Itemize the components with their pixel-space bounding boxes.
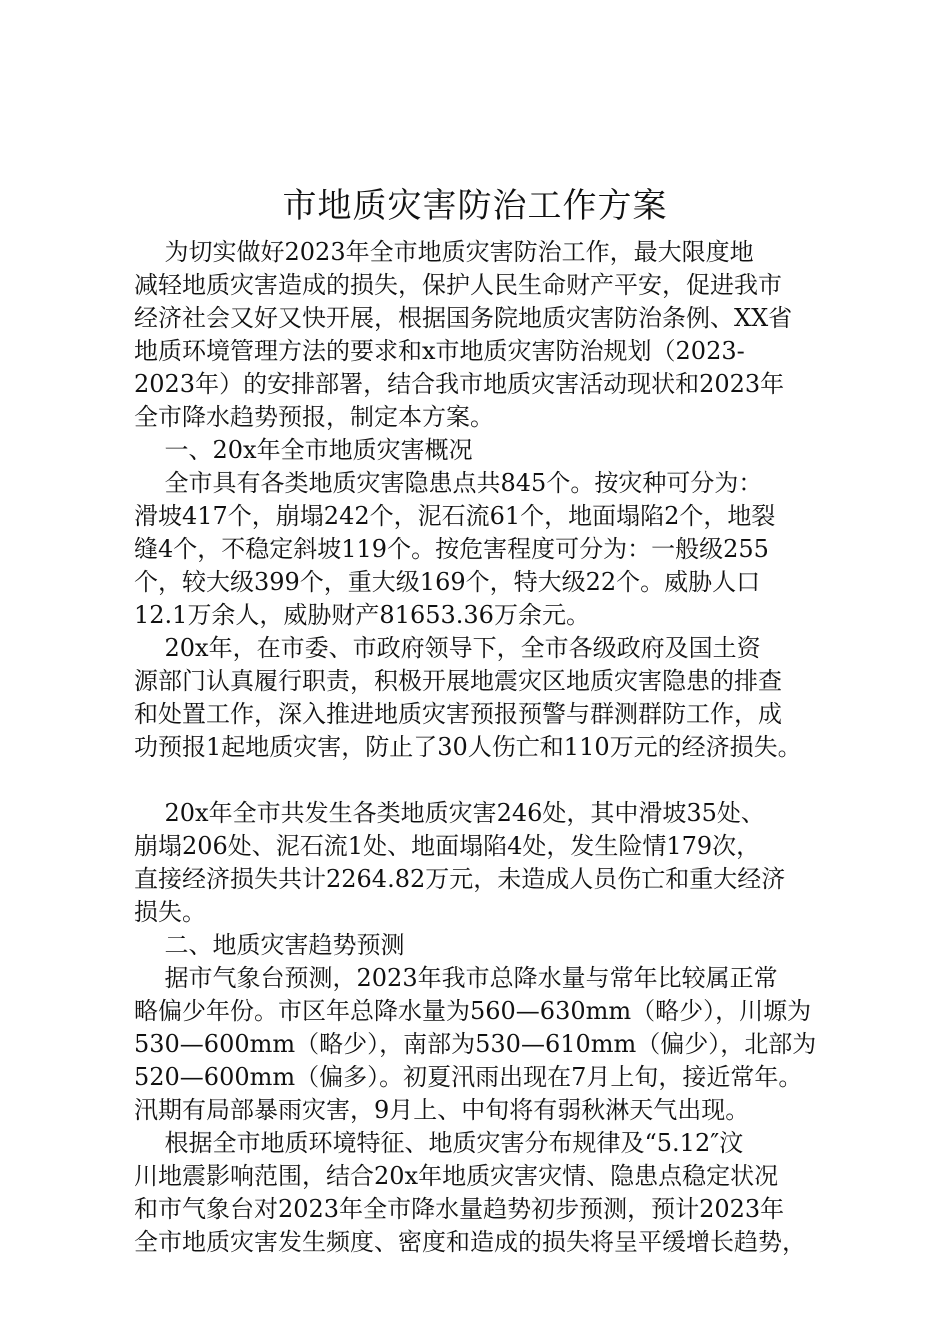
text-line: 20x年，在市委、市政府领导下，全市各级政府及国土资 (134, 634, 761, 662)
text-line: 源部门认真履行职责，积极开展地震灾区地质灾害隐患的排查 (134, 667, 782, 695)
text-line: 和市气象台对2023年全市降水量趋势初步预测，预计2023年 (134, 1195, 785, 1223)
text-line: 20x年全市共发生各类地质灾害246处，其中滑坡35处、 (134, 799, 765, 827)
text-line: 直接经济损失共计2264.82万元，未造成人员伤亡和重大经济 (134, 865, 786, 893)
section-heading-2: 二、地质灾害趋势预测 (134, 931, 405, 959)
text-line: 和处置工作，深入推进地质灾害预报预警与群测群防工作，成 (134, 700, 782, 728)
paragraph-gap (134, 764, 854, 797)
text-line: 川地震影响范围，结合20x年地质灾害灾情、隐患点稳定状况 (134, 1162, 779, 1190)
text-line: 减轻地质灾害造成的损失，保护人民生命财产平安，促进我市 (134, 271, 782, 299)
text-line: 汛期有局部暴雨灾害，9月上、中旬将有弱秋淋天气出现。 (134, 1096, 750, 1124)
text-line: 530—600mm（略少），南部为530—610mm（偏少），北部为 (134, 1030, 817, 1058)
text-line: 据市气象台预测，2023年我市总降水量与常年比较属正常 (134, 964, 778, 992)
text-line: 个，较大级399个，重大级169个，特大级22个。威胁人口 (134, 568, 761, 596)
text-line: 损失。 (134, 898, 206, 926)
text-line: 根据全市地质环境特征、地质灾害分布规律及“5.12″汶 (134, 1129, 744, 1157)
text-line: 全市地质灾害发生频度、密度和造成的损失将呈平缓增长趋势， (134, 1228, 806, 1256)
text-line: 2023年）的安排部署，结合我市地质灾害活动现状和2023年 (134, 370, 785, 398)
text-line: 滑坡417个，崩塌242个，泥石流61个，地面塌陷2个，地裂 (134, 502, 776, 530)
document-title: 市地质灾害防治工作方案 (282, 186, 668, 226)
text-line: 略偏少年份。市区年总降水量为560—630mm（略少），川塬为 (134, 997, 812, 1025)
text-line: 全市降水趋势预报，制定本方案。 (134, 403, 494, 431)
text-line: 520—600mm（偏多）。初夏汛雨出现在7月上旬，接近常年。 (134, 1063, 803, 1091)
text-line: 缝4个，不稳定斜坡119个。按危害程度可分为：一般级255 (134, 535, 769, 563)
text-line: 12.1万余人，威胁财产81653.36万余元。 (134, 601, 590, 629)
text-line: 为切实做好2023年全市地质灾害防治工作，最大限度地 (134, 238, 754, 266)
text-line: 全市具有各类地质灾害隐患点共845个。按灾种可分为： (134, 469, 763, 497)
document-body (134, 236, 854, 1259)
section-heading-1: 一、20x年全市地质灾害概况 (134, 436, 473, 464)
text-line: 经济社会又好又快开展，根据国务院地质灾害防治条例、XX省 (134, 304, 793, 332)
text-line: 崩塌206处、泥石流1处、地面塌陷4处，发生险情179次， (134, 832, 761, 860)
text-line: 功预报1起地质灾害，防止了30人伤亡和110万元的经济损失。 (134, 733, 802, 761)
text-line: 地质环境管理方法的要求和x市地质灾害防治规划（2023- (134, 337, 745, 365)
